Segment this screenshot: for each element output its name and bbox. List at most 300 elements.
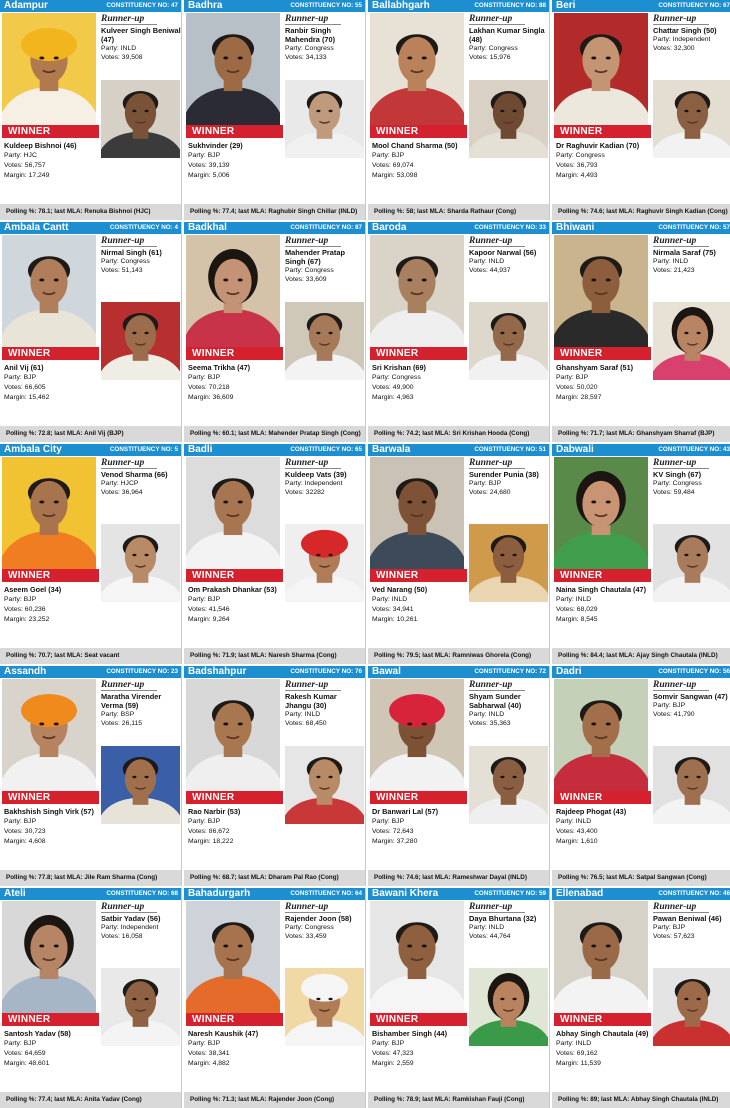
winner-party: Party: BJP — [4, 596, 37, 603]
runner-up-name: Shyam Sunder Sabharwal (40) — [469, 692, 522, 710]
runner-up-votes: Votes: 32,300 — [653, 45, 695, 52]
winner-votes: Votes: 70,218 — [188, 384, 230, 391]
runner-up-name: Kuldeep Vats (39) — [285, 470, 347, 479]
winner-party: Party: INLD — [556, 596, 592, 603]
winner-party: Party: BJP — [4, 374, 37, 381]
constituency-card — [368, 666, 550, 886]
winner-votes: Votes: 64,659 — [4, 1050, 46, 1057]
polling-bar: Polling %: 74.6; last MLA: Rameshwar Dayal (INLD) — [368, 870, 549, 886]
runner-up-label: Runner-up — [285, 14, 341, 25]
runner-up-details — [101, 458, 181, 497]
winner-photo — [370, 679, 464, 791]
polling-bar: Polling %: 71.7; last MLA: Ghanshyam Sharraf (BJP) — [552, 426, 730, 442]
runner-up-name: KV Singh (67) — [653, 470, 702, 479]
runner-up-name: Nirmal Singh (61) — [101, 248, 162, 257]
constituency-name: Assandh — [4, 666, 47, 677]
winner-banner: WINNER — [554, 347, 651, 360]
winner-party: Party: BJP — [556, 374, 589, 381]
runner-up-party: Party: Independent — [285, 480, 343, 487]
winner-margin: Margin: 5,006 — [188, 172, 230, 179]
constituency-card — [368, 222, 550, 442]
constituency-name: Ballabhgarh — [372, 0, 430, 11]
constituency-name: Adampur — [4, 0, 48, 11]
runner-up-details — [285, 902, 365, 941]
polling-bar: Polling %: 84.4; last MLA: Ajay Singh Chautala (INLD) — [552, 648, 730, 664]
polling-bar: Polling %: 71.3; last MLA: Rajender Joon (Cong) — [184, 1092, 365, 1108]
constituency-name: Ateli — [4, 888, 26, 899]
winner-photo — [2, 679, 96, 791]
constituency-card — [368, 888, 550, 1108]
constituency-header — [0, 666, 181, 678]
runner-up-votes: Votes: 36,964 — [101, 489, 143, 496]
winner-name: Kuldeep Bishnoi (46) — [4, 141, 77, 150]
winner-details — [188, 585, 366, 625]
winner-party: Party: INLD — [556, 818, 592, 825]
runner-up-votes: Votes: 21,423 — [653, 267, 695, 274]
runner-up-party: Party: Congress — [101, 258, 150, 265]
constituency-number: CONSTITUENCY NO: 23 — [106, 668, 178, 675]
constituency-card — [368, 0, 550, 220]
winner-details — [372, 141, 550, 181]
winner-photo — [2, 901, 96, 1013]
runner-up-votes: Votes: 59,484 — [653, 489, 695, 496]
runner-up-label: Runner-up — [469, 236, 525, 247]
winner-margin: Margin: 37,280 — [372, 838, 418, 845]
runner-up-votes: Votes: 33,609 — [285, 276, 327, 283]
constituency-number: CONSTITUENCY NO: 68 — [106, 890, 178, 897]
runner-up-details — [285, 680, 365, 728]
winner-photo — [186, 457, 280, 569]
constituency-header — [368, 444, 549, 456]
winner-name: Dr Raghuvir Kadian (70) — [556, 141, 640, 150]
winner-name: Rao Narbir (53) — [188, 807, 241, 816]
runner-up-votes: Votes: 57,623 — [653, 933, 695, 940]
winner-party: Party: BJP — [188, 596, 221, 603]
constituency-card — [552, 0, 730, 220]
constituency-name: Bhiwani — [556, 222, 595, 233]
winner-banner: WINNER — [370, 347, 467, 360]
winner-photo — [370, 457, 464, 569]
constituency-number: CONSTITUENCY NO: 76 — [290, 668, 362, 675]
winner-details — [4, 363, 182, 403]
winner-votes: Votes: 39,139 — [188, 162, 230, 169]
winner-party: Party: BJP — [188, 152, 221, 159]
winner-details — [4, 1029, 182, 1069]
constituency-number: CONSTITUENCY NO: 55 — [290, 2, 362, 9]
constituency-header — [184, 444, 365, 456]
constituency-name: Dadri — [556, 666, 582, 677]
polling-bar: Polling %: 74.2; last MLA: Sri Krishan Hooda (Cong) — [368, 426, 549, 442]
runner-up-name: Kapoor Narwal (56) — [469, 248, 537, 257]
runner-up-votes: Votes: 51,143 — [101, 267, 143, 274]
runner-up-label: Runner-up — [653, 902, 709, 913]
winner-party: Party: INLD — [556, 1040, 592, 1047]
winner-votes: Votes: 86,672 — [188, 828, 230, 835]
runner-up-party: Party: INLD — [285, 711, 321, 718]
winner-photo — [370, 901, 464, 1013]
polling-bar: Polling %: 72.8; last MLA: Anil Vij (BJP) — [0, 426, 181, 442]
runner-up-name: Somvir Sangwan (47) — [653, 692, 728, 701]
constituency-card — [184, 444, 366, 664]
winner-margin: Margin: 9,264 — [188, 616, 230, 623]
winner-name: Bishamber Singh (44) — [372, 1029, 448, 1038]
runner-up-party: Party: HJCP — [101, 480, 139, 487]
runner-up-party: Party: BJP — [469, 480, 502, 487]
constituency-name: Bawani Khera — [372, 888, 439, 899]
winner-photo — [370, 13, 464, 125]
constituency-name: Badhra — [188, 0, 223, 11]
winner-banner: WINNER — [2, 347, 99, 360]
runner-up-name: Ranbir Singh Mahendra (70) — [285, 26, 336, 44]
runner-up-label: Runner-up — [285, 902, 341, 913]
winner-details — [4, 141, 182, 181]
winner-margin: Margin: 4,963 — [372, 394, 414, 401]
winner-name: Anil Vij (61) — [4, 363, 44, 372]
winner-banner: WINNER — [370, 1013, 467, 1026]
winner-margin: Margin: 28,597 — [556, 394, 602, 401]
constituency-card — [552, 888, 730, 1108]
runner-up-details — [285, 458, 365, 497]
constituency-header — [184, 888, 365, 900]
constituency-header — [0, 888, 181, 900]
constituency-number: CONSTITUENCY NO: 59 — [474, 890, 546, 897]
winner-margin: Margin: 11,539 — [556, 1060, 601, 1067]
runner-up-details — [101, 14, 181, 62]
constituency-card — [552, 666, 730, 886]
constituency-card — [368, 444, 550, 664]
polling-bar: Polling %: 71.9; last MLA: Naresh Sharma (Cong) — [184, 648, 365, 664]
winner-margin: Margin: 8,545 — [556, 616, 598, 623]
winner-details — [4, 585, 182, 625]
polling-bar: Polling %: 58; last MLA: Sharda Rathaur (Cong) — [368, 204, 549, 220]
winner-name: Naina Singh Chautala (47) — [556, 585, 647, 594]
runner-up-name: Chattar Singh (50) — [653, 26, 717, 35]
constituency-header — [552, 0, 730, 12]
constituency-header — [184, 666, 365, 678]
runner-up-details — [653, 14, 730, 53]
constituency-header — [368, 222, 549, 234]
winner-banner: WINNER — [2, 791, 99, 804]
winner-margin: Margin: 4,608 — [4, 838, 46, 845]
constituency-header — [552, 222, 730, 234]
winner-details — [4, 807, 182, 847]
constituency-number: CONSTITUENCY NO: 57 — [658, 224, 730, 231]
runner-up-party: Party: Congress — [469, 45, 518, 52]
winner-margin: Margin: 4,882 — [188, 1060, 230, 1067]
winner-name: Rajdeep Phogat (43) — [556, 807, 627, 816]
winner-votes: Votes: 36,793 — [556, 162, 598, 169]
winner-photo — [186, 13, 280, 125]
constituency-header — [184, 222, 365, 234]
winner-photo — [370, 235, 464, 347]
runner-up-name: Nirmala Saraf (75) — [653, 248, 716, 257]
winner-photo — [2, 13, 96, 125]
runner-up-name: Pawan Beniwal (46) — [653, 914, 722, 923]
runner-up-name: Daya Bhurtana (32) — [469, 914, 537, 923]
constituency-header — [0, 0, 181, 12]
winner-photo — [2, 457, 96, 569]
winner-details — [372, 807, 550, 847]
winner-details — [556, 141, 730, 181]
runner-up-votes: Votes: 26,115 — [101, 720, 143, 727]
winner-votes: Votes: 56,757 — [4, 162, 46, 169]
winner-details — [556, 363, 730, 403]
winner-name: Om Prakash Dhankar (53) — [188, 585, 277, 594]
winner-banner: WINNER — [554, 1013, 651, 1026]
constituency-name: Ambala Cantt — [4, 222, 69, 233]
runner-up-label: Runner-up — [285, 236, 341, 247]
constituency-number: CONSTITUENCY NO: 64 — [290, 890, 362, 897]
winner-banner: WINNER — [554, 791, 651, 804]
runner-up-details — [469, 14, 549, 62]
winner-name: Mool Chand Sharma (50) — [372, 141, 458, 150]
constituency-name: Bahadurgarh — [188, 888, 251, 899]
runner-up-name: Venod Sharma (66) — [101, 470, 168, 479]
runner-up-name: Kulveer Singh Beniwal (47) — [101, 26, 181, 44]
polling-bar: Polling %: 68.7; last MLA: Dharam Pal Rao (Cong) — [184, 870, 365, 886]
winner-banner: WINNER — [370, 791, 467, 804]
runner-up-name: Rajender Joon (58) — [285, 914, 352, 923]
winner-details — [188, 807, 366, 847]
winner-margin: Margin: 2,559 — [372, 1060, 414, 1067]
winner-party: Party: BJP — [372, 818, 405, 825]
runner-up-details — [101, 680, 181, 728]
winner-name: Bakhshish Singh Virk (57) — [4, 807, 94, 816]
winner-votes: Votes: 30,723 — [4, 828, 46, 835]
runner-up-party: Party: Independent — [653, 36, 711, 43]
winner-votes: Votes: 66,605 — [4, 384, 46, 391]
polling-bar: Polling %: 89; last MLA: Abhay Singh Chautala (INLD) — [552, 1092, 730, 1108]
winner-name: Santosh Yadav (58) — [4, 1029, 71, 1038]
runner-up-details — [469, 458, 549, 497]
winner-banner: WINNER — [370, 125, 467, 138]
runner-up-votes: Votes: 44,937 — [469, 267, 511, 274]
runner-up-details — [653, 458, 730, 497]
winner-margin: Margin: 53,098 — [372, 172, 418, 179]
runner-up-party: Party: BSP — [101, 711, 135, 718]
winner-banner: WINNER — [186, 125, 283, 138]
runner-up-party: Party: BJP — [653, 924, 686, 931]
constituency-number: CONSTITUENCY NO: 47 — [106, 2, 178, 9]
runner-up-details — [469, 236, 549, 275]
winner-banner: WINNER — [370, 569, 467, 582]
runner-up-details — [101, 236, 181, 275]
winner-banner: WINNER — [186, 791, 283, 804]
winner-name: Abhay Singh Chautala (49) — [556, 1029, 649, 1038]
winner-party: Party: BJP — [4, 1040, 37, 1047]
constituency-card — [0, 666, 182, 886]
constituency-number: CONSTITUENCY NO: 56 — [658, 668, 730, 675]
winner-party: Party: INLD — [372, 596, 408, 603]
runner-up-party: Party: BJP — [653, 702, 686, 709]
runner-up-party: Party: INLD — [469, 711, 505, 718]
winner-banner: WINNER — [2, 1013, 99, 1026]
polling-bar: Polling %: 70.7; last MLA: Seat vacant — [0, 648, 181, 664]
winner-margin: Margin: 36,609 — [188, 394, 234, 401]
runner-up-party: Party: Congress — [285, 267, 334, 274]
constituency-number: CONSTITUENCY NO: 67 — [658, 2, 730, 9]
polling-bar: Polling %: 76.5; last MLA: Satpal Sangwan (Cong) — [552, 870, 730, 886]
constituency-number: CONSTITUENCY NO: 51 — [474, 446, 546, 453]
constituency-header — [552, 444, 730, 456]
winner-photo — [2, 235, 96, 347]
winner-votes: Votes: 68,029 — [556, 606, 598, 613]
constituency-name: Beri — [556, 0, 576, 11]
constituency-name: Dabwali — [556, 444, 594, 455]
constituency-name: Ellenabad — [556, 888, 604, 899]
constituency-name: Barwala — [372, 444, 411, 455]
constituency-header — [184, 0, 365, 12]
winner-photo — [186, 235, 280, 347]
polling-bar: Polling %: 78.9; last MLA: Ramkishan Fauji (Cong) — [368, 1092, 549, 1108]
runner-up-label: Runner-up — [653, 236, 709, 247]
constituency-header — [368, 888, 549, 900]
winner-margin: Margin: 48,601 — [4, 1060, 50, 1067]
polling-bar: Polling %: 77.4; last MLA: Raghubir Singh Chillar (INLD) — [184, 204, 365, 220]
runner-up-party: Party: INLD — [469, 924, 505, 931]
winner-margin: Margin: 23,252 — [4, 616, 50, 623]
runner-up-name: Maratha Virender Verma (59) — [101, 692, 162, 710]
winner-party: Party: BJP — [188, 818, 221, 825]
constituency-card — [184, 666, 366, 886]
runner-up-label: Runner-up — [101, 902, 157, 913]
winner-details — [188, 1029, 366, 1069]
constituency-card — [0, 0, 182, 220]
runner-up-votes: Votes: 41,790 — [653, 711, 695, 718]
winner-votes: Votes: 38,341 — [188, 1050, 230, 1057]
winner-margin: Margin: 18,222 — [188, 838, 234, 845]
winner-name: Dr Banwari Lal (57) — [372, 807, 439, 816]
constituency-header — [368, 0, 549, 12]
constituency-header — [0, 444, 181, 456]
runner-up-party: Party: INLD — [469, 258, 505, 265]
winner-photo — [186, 901, 280, 1013]
runner-up-party: Party: INLD — [653, 258, 689, 265]
runner-up-label: Runner-up — [285, 458, 341, 469]
winner-party: Party: HJC — [4, 152, 37, 159]
winner-name: Naresh Kaushik (47) — [188, 1029, 259, 1038]
winner-photo — [554, 235, 648, 347]
runner-up-details — [653, 680, 730, 719]
runner-up-votes: Votes: 44,764 — [469, 933, 511, 940]
runner-up-details — [469, 680, 549, 728]
runner-up-details — [469, 902, 549, 941]
winner-name: Aseem Goel (34) — [4, 585, 62, 594]
runner-up-name: Satbir Yadav (56) — [101, 914, 161, 923]
winner-margin: Margin: 10,261 — [372, 616, 418, 623]
winner-votes: Votes: 41,546 — [188, 606, 230, 613]
runner-up-label: Runner-up — [653, 458, 709, 469]
constituency-card — [0, 444, 182, 664]
winner-margin: Margin: 4,493 — [556, 172, 598, 179]
winner-details — [372, 363, 550, 403]
constituency-number: CONSTITUENCY NO: 33 — [474, 224, 546, 231]
constituency-name: Bawal — [372, 666, 401, 677]
winner-banner: WINNER — [554, 125, 651, 138]
runner-up-votes: Votes: 32282 — [285, 489, 325, 496]
constituency-card — [184, 0, 366, 220]
constituency-name: Badkhal — [188, 222, 227, 233]
runner-up-label: Runner-up — [101, 14, 157, 25]
constituency-name: Baroda — [372, 222, 407, 233]
constituency-number: CONSTITUENCY NO: 4 — [109, 224, 178, 231]
winner-votes: Votes: 72,643 — [372, 828, 414, 835]
runner-up-name: Lakhan Kumar Singla (48) — [469, 26, 545, 44]
constituency-name: Ambala City — [4, 444, 62, 455]
runner-up-votes: Votes: 24,680 — [469, 489, 511, 496]
runner-up-label: Runner-up — [285, 680, 341, 691]
runner-up-name: Surender Punia (38) — [469, 470, 539, 479]
winner-details — [188, 363, 366, 403]
constituency-name: Badshahpur — [188, 666, 247, 677]
winner-details — [372, 1029, 550, 1069]
winner-photo — [554, 457, 648, 569]
winner-details — [188, 141, 366, 181]
constituency-header — [552, 888, 730, 900]
runner-up-details — [653, 902, 730, 941]
polling-bar: Polling %: 77.4; last MLA: Anita Yadav (Cong) — [0, 1092, 181, 1108]
constituency-card — [0, 888, 182, 1108]
winner-photo — [554, 13, 648, 125]
runner-up-label: Runner-up — [101, 680, 157, 691]
polling-bar: Polling %: 79.5; last MLA: Ramniwas Ghorela (Cong) — [368, 648, 549, 664]
runner-up-label: Runner-up — [101, 236, 157, 247]
winner-banner: WINNER — [2, 125, 99, 138]
winner-name: Sri Krishan (69) — [372, 363, 426, 372]
winner-details — [556, 585, 730, 625]
winner-banner: WINNER — [186, 1013, 283, 1026]
runner-up-label: Runner-up — [469, 902, 525, 913]
constituency-number: CONSTITUENCY NO: 5 — [109, 446, 178, 453]
runner-up-name: Rakesh Kumar Jhangu (30) — [285, 692, 337, 710]
winner-photo — [554, 901, 648, 1013]
constituency-card — [184, 222, 366, 442]
constituency-header — [552, 666, 730, 678]
winner-party: Party: BJP — [372, 1040, 405, 1047]
winner-banner: WINNER — [554, 569, 651, 582]
constituency-number: CONSTITUENCY NO: 72 — [474, 668, 546, 675]
constituency-card — [184, 888, 366, 1108]
winner-name: Ghanshyam Saraf (51) — [556, 363, 634, 372]
constituency-card — [552, 444, 730, 664]
constituency-name: Badli — [188, 444, 213, 455]
runner-up-party: Party: Congress — [653, 480, 702, 487]
winner-votes: Votes: 60,236 — [4, 606, 46, 613]
runner-up-votes: Votes: 15,976 — [469, 54, 511, 61]
runner-up-party: Party: Congress — [285, 924, 334, 931]
winner-banner: WINNER — [186, 347, 283, 360]
winner-name: Ved Narang (50) — [372, 585, 428, 594]
polling-bar: Polling %: 74.6; last MLA: Raghuvir Singh Kadian (Cong) — [552, 204, 730, 220]
runner-up-details — [653, 236, 730, 275]
constituency-number: CONSTITUENCY NO: 65 — [290, 446, 362, 453]
runner-up-details — [101, 902, 181, 941]
winner-banner: WINNER — [186, 569, 283, 582]
constituency-number: CONSTITUENCY NO: 46 — [658, 890, 730, 897]
polling-bar: Polling %: 60.1; last MLA: Mahender Pratap Singh (Cong) — [184, 426, 365, 442]
winner-votes: Votes: 47,323 — [372, 1050, 414, 1057]
winner-details — [372, 585, 550, 625]
runner-up-party: Party: INLD — [101, 45, 137, 52]
winner-votes: Votes: 69,162 — [556, 1050, 598, 1057]
winner-party: Party: BJP — [4, 818, 37, 825]
constituency-card — [552, 222, 730, 442]
runner-up-votes: Votes: 39,508 — [101, 54, 143, 61]
winner-party: Party: BJP — [372, 152, 405, 159]
runner-up-label: Runner-up — [469, 458, 525, 469]
winner-party: Party: Congress — [372, 374, 421, 381]
constituency-header — [0, 222, 181, 234]
